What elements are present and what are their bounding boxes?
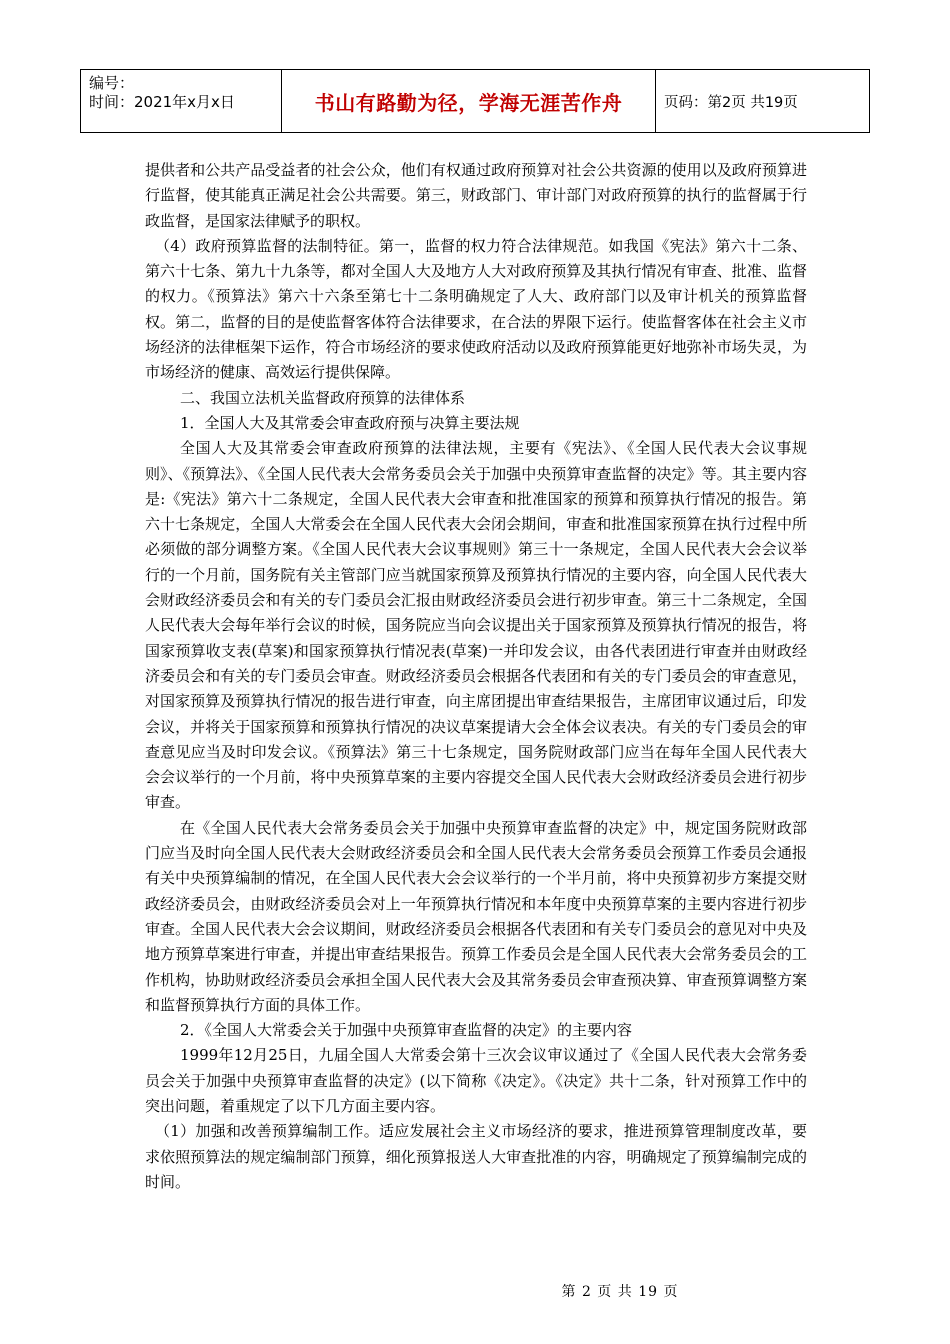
document-number-label: 编号： [89, 74, 135, 92]
page-header-table [80, 69, 870, 133]
paragraph: 全国人大及其常委会审查政府预算的法律法规，主要有《宪法》、《全国人民代表大会议事规则》、《预算法》、《全国人民代表大会常务委员会关于加强中央预算审查监督的决定》等。其主要内容是:《宪法》第六十二条规定，全国人民代表大会审查和批准国家的预算和预算执行情况的报告。第六十七条规定，全国人大常委会在全国人民代表大会闭会期间，审查和批准国家预算在执行过程中所必须做的部分调整方案。《全国人民代表大会议事规则》第三十一条规定，全国人民代表大会会议举行的一个月前，国务院有关主管部门应当就国家预算及预算执行情况的主要内容，向全国人民代表大会财政经济委员会和有关的专门委员会汇报由财政经济委员会进行初步审查。第三十二条规定，全国人民代表大会每年举行会议的时候，国务院应当向会议提出关于国家预算及预算执行情况的报告，将国家预算收支表(草案)和国家预算执行情况表(草案)一并印发会议，由各代表团进行审查并由财政经济委员会和有关的专门委员会审查。财政经济委员会根据各代表团和有关的专门委员会的审查意见，对国家预算及预算执行情况的报告进行审查，向主席团提出审查结果报告，主席团审议通过后，印发会议，并将关于国家预算和预算执行情况的决议草案提请大会全体会议表决。有关的专门委员会的审查意见应当及时印发会议。《预算法》第三十七条规定，国务院财政部门应当在每年全国人民代表大会会议举行的一个月前，将中央预算草案的主要内容提交全国人民代表大会财政经济委员会进行初步审查。 [145, 439, 807, 812]
section-heading: 二、我国立法机关监督政府预算的法律体系 [180, 388, 466, 407]
header-meta-cell [81, 70, 282, 132]
document-body [145, 158, 807, 1195]
subsection-heading: 2．《全国人大常委会关于加强中央预算审查监督的决定》的主要内容 [180, 1021, 633, 1040]
header-page-indicator: 页码：第2页 共19页 [664, 94, 798, 111]
document-date-label: 时间：2021年x月x日 [89, 93, 235, 111]
paragraph: （1）加强和改善预算编制工作。适应发展社会主义市场经济的要求，推进预算管理制度改革，要求依照预算法的规定编制部门预算，细化预算报送人大审查批准的内容，明确规定了预算编制完成的时间。 [145, 1122, 807, 1191]
paragraph: （4）政府预算监督的法制特征。第一，监督的权力符合法律规范。如我国《宪法》第六十二条、第六十七条、第九十九条等，都对全国人大及地方人大对政府预算及其执行情况有审查、批准、监督的权力。《预算法》第六十六条至第七十二条明确规定了人大、政府部门以及审计机关的预算监督权。第二，监督的目的是使监督客体符合法律要求，在合法的界限下运行。使监督客体在社会主义市场经济的法律框架下运作，符合市场经济的要求使政府活动以及政府预算能更好地弥补市场失灵，为市场经济的健康、高效运行提供保障。 [145, 236, 807, 382]
page-footer-number: 第 2 页 共 19 页 [561, 1284, 679, 1300]
subsection-heading: 1．全国人大及其常委会审查政府预与决算主要法规 [180, 413, 520, 432]
paragraph: 1999年12月25日，九届全国人大常委会第十三次会议审议通过了《全国人民代表大会常务委员会关于加强中央预算审查监督的决定》(以下简称《决定》。《决定》共十二条，针对预算工作中的突出问题，着重规定了以下几方面主要内容。 [145, 1046, 807, 1115]
paragraph: 提供者和公共产品受益者的社会公众，他们有权通过政府预算对社会公共资源的使用以及政府预算进行监督，使其能真正满足社会公共需要。第三，财政部门、审计部门对政府预算的执行的监督属于行政监督，是国家法律赋予的职权。 [145, 161, 807, 230]
header-motto: 书山有路勤为径，学海无涯苦作舟 [282, 70, 656, 132]
paragraph: 在《全国人民代表大会常务委员会关于加强中央预算审查监督的决定》中，规定国务院财政部门应当及时向全国人民代表大会财政经济委员会和全国人民代表大会常务委员会预算工作委员会通报有关中央预算编制的情况，在全国人民代表大会会议举行的一个半月前，将中央预算初步方案提交财政经济委员会，由财政经济委员会对上一年预算执行情况和本年度中央预算草案的主要内容进行初步审查。全国人民代表大会会议期间，财政经济委员会根据各代表团和有关专门委员会的意见对中央及地方预算草案进行审查，并提出审查结果报告。预算工作委员会是全国人民代表大会常务委员会的工作机构，协助财政经济委员会承担全国人民代表大会及其常务委员会审查预决算、审查预算调整方案和监督预算执行方面的具体工作。 [145, 818, 807, 1014]
